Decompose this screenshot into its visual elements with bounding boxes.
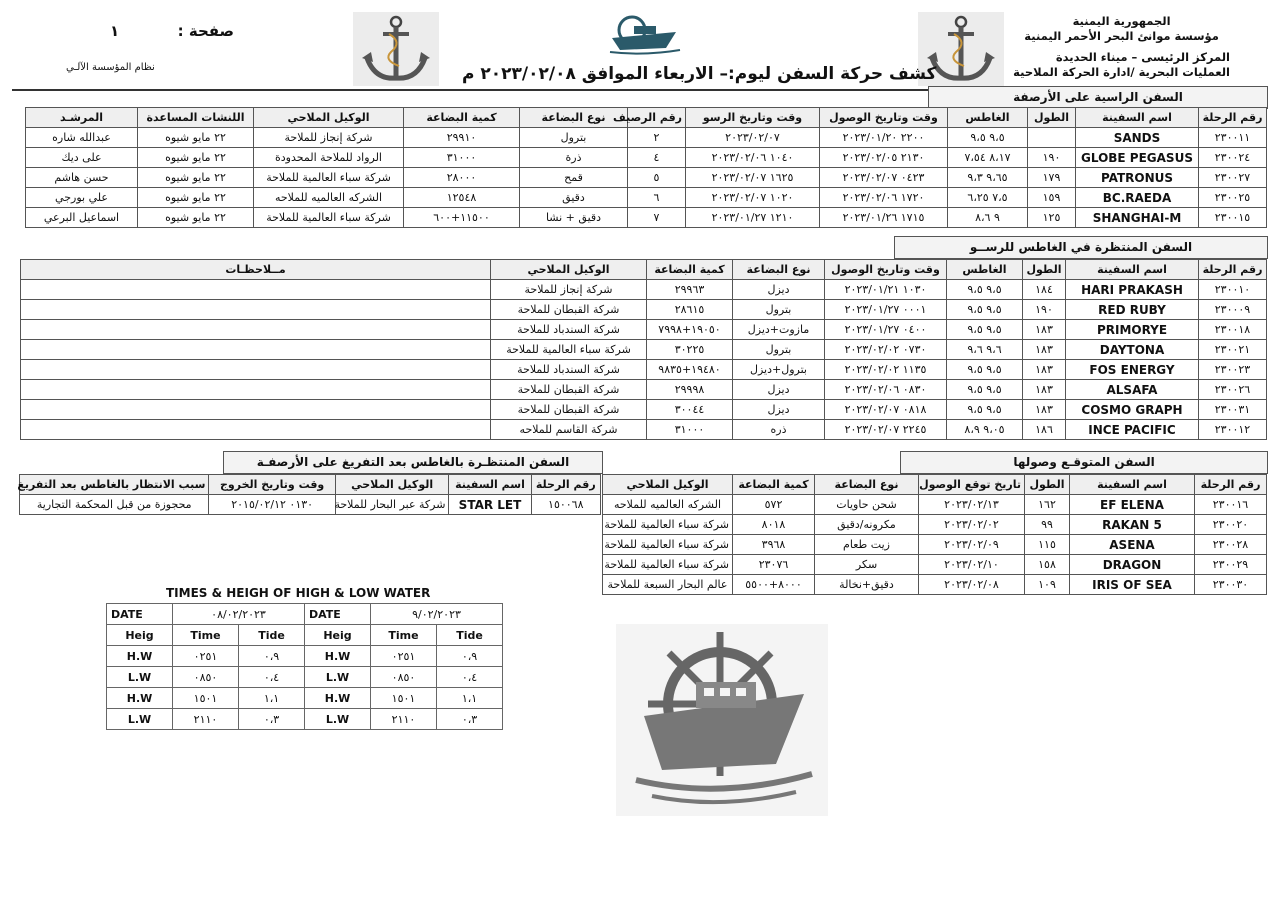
table-cell: ٨٠١٨	[733, 515, 815, 535]
table-cell: COSMO GRAPH	[1066, 400, 1199, 420]
column-header: الوكيل الملاحي	[254, 108, 404, 128]
table-cell: STAR LET	[449, 495, 531, 515]
table-cell: شركة سباء العالمية للملاحة	[491, 340, 647, 360]
tide-cell: ١،١	[437, 688, 503, 709]
table-cell: ٣٠٢٢٥	[647, 340, 733, 360]
table-cell: ١٥٨	[1025, 555, 1070, 575]
berthed-table	[25, 107, 1267, 228]
column-header: الوكيل الملاحي	[603, 475, 733, 495]
table-cell: ١٩٠	[1028, 148, 1076, 168]
table-cell: عبدالله شاره	[26, 128, 138, 148]
table-cell: ٤	[628, 148, 686, 168]
table-cell: ٢٣٠٠١٦	[1195, 495, 1267, 515]
table-cell: شركة إنجاز للملاحة	[491, 280, 647, 300]
table-cell: EF ELENA	[1070, 495, 1195, 515]
table-cell: علي بورجي	[26, 188, 138, 208]
column-header: كمية البضاعة	[733, 475, 815, 495]
table-row	[603, 535, 1267, 555]
table-cell: ١٨٣	[1023, 360, 1066, 380]
table-cell: ١٠٩	[1025, 575, 1070, 595]
anchorage-table	[20, 259, 1267, 440]
tide-col-heig: Heig	[107, 625, 173, 646]
column-header: اسم السفينة	[449, 475, 531, 495]
tide-col-time: Time	[371, 625, 437, 646]
table-cell: ١٢١٠ ٢٠٢٣/٠١/٢٧	[686, 208, 820, 228]
table-cell: ١٨٤	[1023, 280, 1066, 300]
table-cell: ٠٨٣٠ ٢٠٢٣/٠٢/٠٦	[825, 380, 947, 400]
table-cell: ٠١٣٠ ٢٠١٥/٠٢/١٢	[209, 495, 335, 515]
table-cell: زيت طعام	[815, 535, 919, 555]
table-row	[21, 320, 1267, 340]
tide-cell: H.W	[107, 688, 173, 709]
tide-row	[107, 646, 305, 667]
table-cell: عالم البحار السبعة للملاحة	[603, 575, 733, 595]
table-cell: ٥٧٢	[733, 495, 815, 515]
tide-cell: ٢١١٠	[371, 709, 437, 730]
tides-title: TIMES & HEIGH OF HIGH & LOW WATER	[166, 586, 431, 600]
berthed-section-title: السفن الراسية على الأرصفة	[928, 86, 1268, 109]
table-cell: شركة القبطان للملاحة	[491, 300, 647, 320]
tide-row	[305, 646, 503, 667]
table-cell: ذره	[733, 420, 825, 440]
table-cell: ٣١٠٠٠	[647, 420, 733, 440]
column-header: الطول	[1028, 108, 1076, 128]
tide-row	[107, 709, 305, 730]
table-cell: دقيق + نشا	[520, 208, 628, 228]
page-number: ١	[110, 22, 120, 40]
table-cell: ٢٣٠٠١٠	[1199, 280, 1267, 300]
table-cell: ذرة	[520, 148, 628, 168]
column-header: كمية البضاعة	[647, 260, 733, 280]
table-cell: ١٥٩	[1028, 188, 1076, 208]
table-cell: ٢٣٠٠٢١	[1199, 340, 1267, 360]
table-cell: ٧	[628, 208, 686, 228]
table-cell: ١١٥٠٠+٦٠٠	[404, 208, 520, 228]
table-cell: ١٩٠	[1023, 300, 1066, 320]
table-cell: الشركه العالميه للملاحه	[254, 188, 404, 208]
table-cell: ٢٣٠٠٢٨	[1195, 535, 1267, 555]
table-cell: BC.RAEDA	[1076, 188, 1199, 208]
table-cell: سكر	[815, 555, 919, 575]
table-cell: ٢٠٢٣/٠٢/٠٨	[919, 575, 1025, 595]
table-cell: DAYTONA	[1066, 340, 1199, 360]
table-row	[20, 495, 601, 515]
org-line-1: الجمهورية اليمنية	[1072, 14, 1171, 28]
tide-table-2	[304, 603, 503, 730]
tide-cell: ٠٢٥١	[173, 646, 239, 667]
tide-cell: ٠،٣	[437, 709, 503, 730]
table-cell: IRIS OF SEA	[1070, 575, 1195, 595]
table-cell: شركة سباء العالمية للملاحة	[254, 168, 404, 188]
tide-cell: ٠،٣	[239, 709, 305, 730]
table-cell: ٩،٥ ٩،٥	[948, 128, 1028, 148]
table-cell: ١٧٢٠ ٢٠٢٣/٠٢/٠٦	[820, 188, 948, 208]
table-cell	[21, 340, 491, 360]
table-cell: ٢٣٠٠٢٤	[1199, 148, 1267, 168]
table-cell: ٩،٦٥ ٩،٣	[948, 168, 1028, 188]
tide-date-row	[107, 604, 305, 625]
column-header: الطول	[1025, 475, 1070, 495]
table-cell: ٨٠٠٠+٥٥٠٠	[733, 575, 815, 595]
table-cell: مازوت+ديزل	[733, 320, 825, 340]
tide-cell: L.W	[305, 667, 371, 688]
column-header: اسم السفينة	[1076, 108, 1199, 128]
table-cell: ١٦٢٥ ٢٠٢٣/٠٢/٠٧	[686, 168, 820, 188]
table-cell: شركة عبر البحار للملاحة	[335, 495, 449, 515]
table-cell: على ديك	[26, 148, 138, 168]
column-header: المرشـد	[26, 108, 138, 128]
table-cell: الشركه العالميه للملاحه	[603, 495, 733, 515]
column-header: سبب الانتظار بالغاطس بعد التفريغ	[20, 475, 209, 495]
table-cell: شركة القاسم للملاحه	[491, 420, 647, 440]
table-cell: ٠٤٠٠ ٢٠٢٣/٠١/٢٧	[825, 320, 947, 340]
table-cell: حسن هاشم	[26, 168, 138, 188]
table-cell: محجوزة من قبل المحكمة التجارية	[20, 495, 209, 515]
column-header: تاريخ توقع الوصول	[919, 475, 1025, 495]
page-label: صفحة :	[177, 22, 235, 40]
table-cell: ١٧٩	[1028, 168, 1076, 188]
tide-cell: ١٥٠١	[173, 688, 239, 709]
tide-row	[305, 709, 503, 730]
table-cell: بترول+ديزل	[733, 360, 825, 380]
table-cell: ٢٢ مايو شيوه	[138, 208, 254, 228]
table-cell: ٣٩٦٨	[733, 535, 815, 555]
table-cell: ٥	[628, 168, 686, 188]
org-line-2: مؤسسة موانئ البحر الأحمر اليمنية	[1024, 29, 1219, 43]
table-cell: الرواد للملاحة المحدودة	[254, 148, 404, 168]
tide-col-heig: Heig	[305, 625, 371, 646]
table-cell: ١٨٦	[1023, 420, 1066, 440]
table-cell: ٩،٥ ٩،٥	[947, 300, 1023, 320]
table-row	[21, 420, 1267, 440]
table-cell: ٢١٣٠ ٢٠٢٣/٠٢/٠٥	[820, 148, 948, 168]
table-cell: INCE PACIFIC	[1066, 420, 1199, 440]
waiting-section-title: السفن المنتظـرة بالغاطس بعد التفريغ على الأرصفـة	[223, 451, 603, 474]
column-header: وقت وتاريخ الرسو	[686, 108, 820, 128]
tide-cell: ٠٨٥٠	[371, 667, 437, 688]
table-cell: شركة السندباد للملاحة	[491, 360, 647, 380]
tide-cell: ٢١١٠	[173, 709, 239, 730]
column-header: الغاطس	[948, 108, 1028, 128]
table-cell: ٢٨٦١٥	[647, 300, 733, 320]
tide-cell: H.W	[305, 688, 371, 709]
tide-cell: ٠٨٥٠	[173, 667, 239, 688]
table-cell: ٩،٥ ٩،٥	[947, 400, 1023, 420]
table-cell	[21, 280, 491, 300]
table-cell: شركة سباء العالمية للملاحة	[254, 208, 404, 228]
expected-section-title: السفن المتوقـع وصولها	[900, 451, 1268, 474]
ship-logo-icon	[604, 12, 686, 58]
table-cell: ٩،٥ ٩،٥	[947, 380, 1023, 400]
table-cell: ديزل	[733, 280, 825, 300]
table-cell: شركة القبطان للملاحة	[491, 380, 647, 400]
table-cell: ٢٢ مايو شيوه	[138, 148, 254, 168]
page-title: كشف حركة السفن ليوم:– الاربعاء الموافق ٢٠٢٣/٠٢/٠٨ م	[462, 64, 937, 84]
table-cell: مكرونه/دقيق	[815, 515, 919, 535]
table-cell: ١٩٤٨٠+٩٨٣٥	[647, 360, 733, 380]
tide-cell: L.W	[305, 709, 371, 730]
column-header: الغاطس	[947, 260, 1023, 280]
page-number-block	[110, 22, 234, 40]
tide-cell: L.W	[107, 667, 173, 688]
column-header: نوع البضاعة	[520, 108, 628, 128]
table-cell: ١٠٢٠ ٢٠٢٣/٠٢/٠٧	[686, 188, 820, 208]
tide-table-1	[106, 603, 305, 730]
org-line-3: المركز الرئيسى – ميناء الحديدة	[1055, 50, 1230, 64]
expected-table	[602, 474, 1267, 595]
table-row	[603, 515, 1267, 535]
table-cell: ٧،٥ ٦،٢٥	[948, 188, 1028, 208]
column-header: رقم الرحلة	[531, 475, 600, 495]
table-cell: اسماعيل البرعي	[26, 208, 138, 228]
table-cell: ٢٣٠٧٦	[733, 555, 815, 575]
table-row	[21, 400, 1267, 420]
column-header: مــلاحظـات	[21, 260, 491, 280]
table-cell: ٠٨١٨ ٢٠٢٣/٠٢/٠٧	[825, 400, 947, 420]
table-row	[26, 128, 1267, 148]
tide-cell: ٠،٤	[437, 667, 503, 688]
table-cell: ٦	[628, 188, 686, 208]
column-header: اسم السفينة	[1066, 260, 1199, 280]
table-cell: ٢٠٢٣/٠٢/١٣	[919, 495, 1025, 515]
table-cell: ١٨٣	[1023, 380, 1066, 400]
tide-col-tide: Tide	[437, 625, 503, 646]
table-cell: ١٨٣	[1023, 340, 1066, 360]
table-cell: ٩،٥ ٩،٥	[947, 280, 1023, 300]
berthed-header-row	[26, 108, 1267, 128]
table-cell	[21, 420, 491, 440]
table-cell: ٩،٠٥ ٨،٩	[947, 420, 1023, 440]
table-cell: ٢٢٤٥ ٢٠٢٣/٠٢/٠٧	[825, 420, 947, 440]
tide-cell: H.W	[305, 646, 371, 667]
table-cell: ١٦٢	[1025, 495, 1070, 515]
table-row	[26, 208, 1267, 228]
tide-row	[305, 667, 503, 688]
column-header: الطول	[1023, 260, 1066, 280]
table-row	[21, 360, 1267, 380]
table-row	[603, 575, 1267, 595]
table-cell: ٢٢ مايو شيوه	[138, 188, 254, 208]
anchor-logo-icon	[353, 12, 439, 86]
column-header: رقم الرحلة	[1199, 260, 1267, 280]
table-row	[21, 300, 1267, 320]
table-cell: FOS ENERGY	[1066, 360, 1199, 380]
table-cell: ٢٣٠٠٠٩	[1199, 300, 1267, 320]
table-cell: ١٢٥	[1028, 208, 1076, 228]
table-cell: ١٠٣٠ ٢٠٢٣/٠١/٢١	[825, 280, 947, 300]
table-cell: ٢٣٠٠٢٠	[1195, 515, 1267, 535]
tide-date-value: ٠٨/٠٢/٢٠٢٣	[173, 604, 305, 625]
org-line-4: العمليات البحرية /ادارة الحركة الملاحية	[1013, 65, 1230, 79]
table-cell: ١٩٠٥٠+٧٩٩٨	[647, 320, 733, 340]
table-cell	[21, 380, 491, 400]
table-cell: ديزل	[733, 380, 825, 400]
table-cell: ٢٠٢٣/٠٢/١٠	[919, 555, 1025, 575]
table-cell: ٢٣٠٠٢٣	[1199, 360, 1267, 380]
tide-cell: L.W	[107, 709, 173, 730]
table-cell: HARI PRAKASH	[1066, 280, 1199, 300]
table-row	[26, 148, 1267, 168]
tide-cell: ٠٢٥١	[371, 646, 437, 667]
table-cell: ٢٣٠٠١٢	[1199, 420, 1267, 440]
table-cell	[21, 300, 491, 320]
tide-date-label: DATE	[107, 604, 173, 625]
table-cell: ASENA	[1070, 535, 1195, 555]
table-cell: ٩،٦ ٩،٦	[947, 340, 1023, 360]
table-cell: قمح	[520, 168, 628, 188]
waiting-table	[19, 474, 601, 515]
tide-col-time: Time	[173, 625, 239, 646]
column-header: نوع البضاعة	[733, 260, 825, 280]
column-header: اسم السفينة	[1070, 475, 1195, 495]
table-cell	[21, 360, 491, 380]
tide-date-row	[305, 604, 503, 625]
table-cell: ٢٣٠٠٢٧	[1199, 168, 1267, 188]
table-cell: RAKAN 5	[1070, 515, 1195, 535]
table-cell: شحن حاويات	[815, 495, 919, 515]
table-row	[603, 555, 1267, 575]
table-cell: ٢	[628, 128, 686, 148]
table-row	[21, 280, 1267, 300]
table-cell: ١٨٣	[1023, 320, 1066, 340]
table-cell: ٨،١٧ ٧،٥٤	[948, 148, 1028, 168]
table-cell: شركة إنجاز للملاحة	[254, 128, 404, 148]
table-cell: ٩،٥ ٩،٥	[947, 360, 1023, 380]
table-cell: ٢٠٢٣/٠٢/٠٩	[919, 535, 1025, 555]
table-cell: ٢٩٩١٠	[404, 128, 520, 148]
tide-header-row	[305, 625, 503, 646]
table-cell: ٠٤٢٣ ٢٠٢٣/٠٢/٠٧	[820, 168, 948, 188]
table-cell: ١٥٠٠٦٨	[531, 495, 600, 515]
anchorage-section-title: السفن المنتظرة في الغاطس للرســو	[894, 236, 1268, 259]
table-cell: ALSAFA	[1066, 380, 1199, 400]
column-header: رقم الرحلة	[1195, 475, 1267, 495]
table-cell: ٢٣٠٠٢٥	[1199, 188, 1267, 208]
table-cell: ٢٣٠٠٣١	[1199, 400, 1267, 420]
table-cell: DRAGON	[1070, 555, 1195, 575]
table-row	[21, 340, 1267, 360]
table-cell	[21, 400, 491, 420]
table-cell: ٠٠٠١ ٢٠٢٣/٠١/٢٧	[825, 300, 947, 320]
table-cell: ٢٠٢٣/٠٢/٠٧	[686, 128, 820, 148]
column-header: كمية البضاعة	[404, 108, 520, 128]
table-cell: PATRONUS	[1076, 168, 1199, 188]
table-cell: ٢٣٠٠٢٦	[1199, 380, 1267, 400]
tide-row	[305, 688, 503, 709]
table-cell: شركة سباء العالمية للملاحة	[603, 515, 733, 535]
table-cell: PRIMORYE	[1066, 320, 1199, 340]
tide-cell: ١٥٠١	[371, 688, 437, 709]
table-cell: ٢٩٩٩٨	[647, 380, 733, 400]
table-cell: SHANGHAI-M	[1076, 208, 1199, 228]
table-cell: شركة سباء العالمية للملاحة	[603, 555, 733, 575]
table-cell: شركة السندباد للملاحة	[491, 320, 647, 340]
table-cell: شركة سباء العالمية للملاحة	[603, 535, 733, 555]
table-cell: ديزل	[733, 400, 825, 420]
table-cell: ١١٥	[1025, 535, 1070, 555]
column-header: رقم الرصيف	[628, 108, 686, 128]
table-cell: ٩ ٨،٦	[948, 208, 1028, 228]
table-cell: ١٧١٥ ٢٠٢٣/٠١/٢٦	[820, 208, 948, 228]
table-cell: ٢٢ مايو شيوه	[138, 168, 254, 188]
column-header: الوكيل الملاحي	[491, 260, 647, 280]
system-name: نظام المؤسسة الآلـي	[66, 62, 155, 73]
table-cell: ٩٩	[1025, 515, 1070, 535]
tide-cell: ٠،٩	[437, 646, 503, 667]
anchorage-header-row	[21, 260, 1267, 280]
tide-header-row	[107, 625, 305, 646]
table-cell: دقيق+نخالة	[815, 575, 919, 595]
table-cell: ٣١٠٠٠	[404, 148, 520, 168]
expected-header-row	[603, 475, 1267, 495]
table-cell: ٢٢٠٠ ٢٠٢٣/٠١/٢٠	[820, 128, 948, 148]
table-cell: ١٨٣	[1023, 400, 1066, 420]
table-cell: ٩،٥ ٩،٥	[947, 320, 1023, 340]
org-header	[1013, 14, 1230, 80]
table-cell: ١٢٥٤٨	[404, 188, 520, 208]
table-cell: ٢٩٩٦٣	[647, 280, 733, 300]
tide-cell: ٠،٤	[239, 667, 305, 688]
table-cell: ٢٣٠٠١٥	[1199, 208, 1267, 228]
column-header: وقت وتاريخ الوصول	[825, 260, 947, 280]
table-cell: بترول	[733, 340, 825, 360]
column-header: اللنشات المساعدة	[138, 108, 254, 128]
tide-date-label: DATE	[305, 604, 371, 625]
table-row	[21, 380, 1267, 400]
tide-row	[107, 688, 305, 709]
table-cell: RED RUBY	[1066, 300, 1199, 320]
table-row	[26, 188, 1267, 208]
column-header: وقت وتاريخ الوصول	[820, 108, 948, 128]
tide-cell: ٠،٩	[239, 646, 305, 667]
table-cell: بترول	[733, 300, 825, 320]
table-row	[603, 495, 1267, 515]
table-cell: ٢٢ مايو شيوه	[138, 128, 254, 148]
table-cell	[1028, 128, 1076, 148]
table-cell: ١١٣٥ ٢٠٢٣/٠٢/٠٢	[825, 360, 947, 380]
table-cell: ٢٨٠٠٠	[404, 168, 520, 188]
table-row	[26, 168, 1267, 188]
table-cell: شركة القبطان للملاحة	[491, 400, 647, 420]
table-cell: ٠٧٣٠ ٢٠٢٣/٠٢/٠٢	[825, 340, 947, 360]
table-cell: ٢٣٠٠١١	[1199, 128, 1267, 148]
table-cell: ١٠٤٠ ٢٠٢٣/٠٢/٠٦	[686, 148, 820, 168]
column-header: وقت وتاريخ الخروج	[209, 475, 335, 495]
table-cell: GLOBE PEGASUS	[1076, 148, 1199, 168]
table-cell: بترول	[520, 128, 628, 148]
tide-cell: ١،١	[239, 688, 305, 709]
column-header: نوع البضاعة	[815, 475, 919, 495]
table-cell: ٢٠٢٣/٠٢/٠٢	[919, 515, 1025, 535]
tide-col-tide: Tide	[239, 625, 305, 646]
table-cell: ٣٠٠٤٤	[647, 400, 733, 420]
waiting-header-row	[20, 475, 601, 495]
table-cell: دقيق	[520, 188, 628, 208]
table-cell: SANDS	[1076, 128, 1199, 148]
ship-wheel-logo-icon	[616, 624, 828, 816]
table-cell: ٢٣٠٠١٨	[1199, 320, 1267, 340]
table-cell: ٢٣٠٠٢٩	[1195, 555, 1267, 575]
tide-row	[107, 667, 305, 688]
tide-date-value: ٩/٠٢/٢٠٢٣	[371, 604, 503, 625]
tide-cell: H.W	[107, 646, 173, 667]
table-cell	[21, 320, 491, 340]
column-header: الوكيل الملاحي	[335, 475, 449, 495]
table-cell: ٢٣٠٠٣٠	[1195, 575, 1267, 595]
column-header: رقم الرحلة	[1199, 108, 1267, 128]
